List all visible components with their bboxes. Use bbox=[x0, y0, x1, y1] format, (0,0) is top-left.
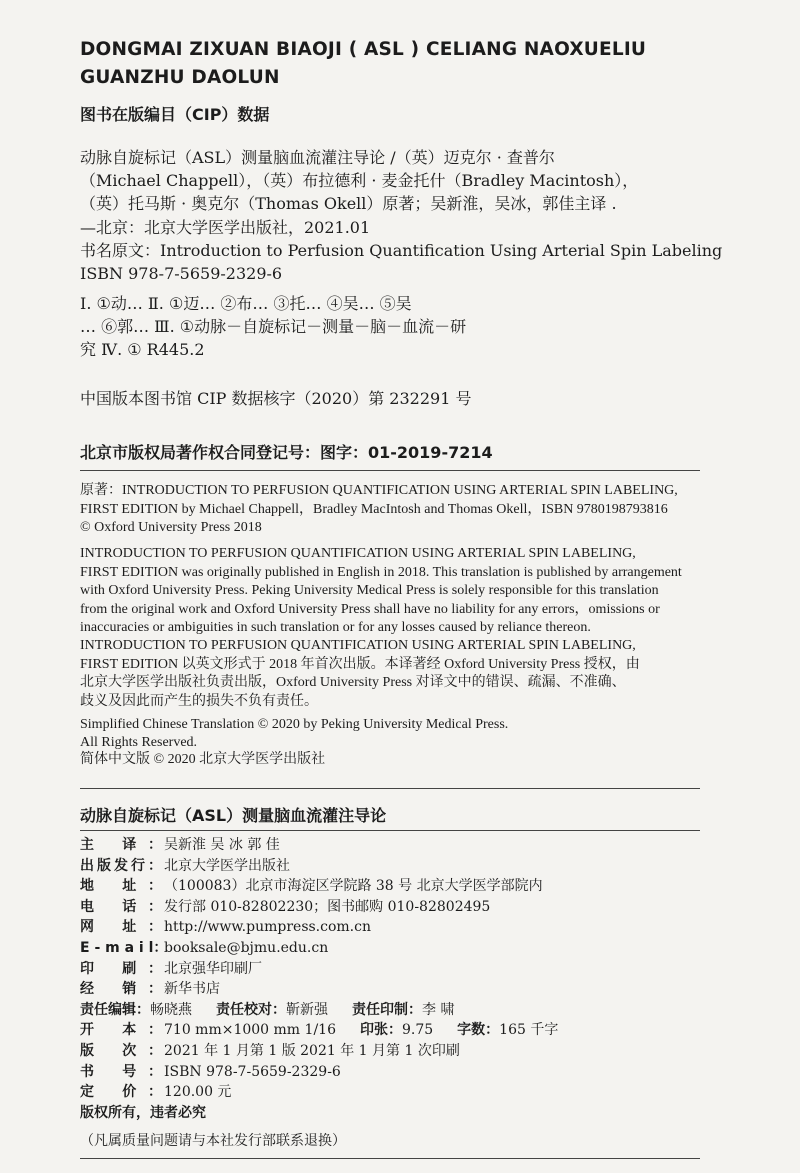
english-notice-line: inaccuracies or ambiguities in such translation or for any losses caused by reliance thereon. bbox=[80, 620, 591, 635]
info-label: 责任校对： bbox=[216, 1001, 286, 1018]
cip-check-number: 中国版本图书馆 CIP 数据核字（2020）第 232291 号 bbox=[80, 389, 472, 408]
info-row-translator bbox=[80, 835, 760, 856]
info-label: 印张： bbox=[359, 1022, 402, 1039]
info-label: 主 译： bbox=[80, 837, 162, 853]
info-label: 网 址： bbox=[80, 919, 162, 936]
info-value: （100083）北京市海淀区学院路 38 号 北京大学医学部院内 bbox=[164, 878, 543, 895]
info-label: 开 本： bbox=[80, 1022, 162, 1039]
pinyin-title-line-1: DONGMAI ZIXUAN BIAOJI ( ASL ) CELIANG NAOXUELIU bbox=[80, 39, 647, 60]
quality-notice: （凡属质量问题请与本社发行部联系退换） bbox=[80, 1133, 346, 1149]
simplified-line: 简体中文版 © 2020 北京大学医学出版社 bbox=[80, 752, 326, 767]
pinyin-title-line-2: GUANZHU DAOLUN bbox=[80, 67, 280, 88]
original-edition-info bbox=[80, 482, 760, 538]
book-title: 动脉自旋标记（ASL）测量脑血流灌注导论 bbox=[80, 806, 387, 825]
cip-record bbox=[80, 146, 760, 285]
chinese-notice-line: 北京大学医学出版社负责出版，Oxford University Press 对译文中的错误、疏漏、不准确、 bbox=[80, 675, 626, 690]
cip-record-line: —北京：北京大学医学出版社，2021.01 bbox=[80, 217, 371, 237]
chinese-notice-line: FIRST EDITION 以英文形式于 2018 年首次出版。本译著经 Oxford University Press 授权，由 bbox=[80, 656, 640, 672]
original-edition-line: © Oxford University Press 2018 bbox=[80, 520, 262, 535]
rights-statement: 版权所有，违者必究 bbox=[80, 1104, 206, 1121]
cip-record-line: （英）托马斯 · 奥克尔（Thomas Okell）原著；吴新淮，吴冰，郭佳主译 . bbox=[80, 194, 617, 214]
info-label: 字数： bbox=[457, 1022, 500, 1039]
simplified-line: All Rights Reserved. bbox=[80, 734, 198, 750]
info-value: 新华书店 bbox=[164, 981, 220, 998]
info-value: 710 mm×1000 mm 1/16 bbox=[164, 1022, 336, 1039]
info-label: 版 次： bbox=[80, 1042, 162, 1059]
classification-line: 究 Ⅳ. ① R445.2 bbox=[80, 340, 205, 360]
info-label: 地 址： bbox=[80, 878, 162, 895]
info-row-rights bbox=[80, 1103, 760, 1124]
info-label: 出版发行： bbox=[80, 857, 162, 874]
info-row-edition bbox=[80, 1041, 760, 1062]
cip-record-line: 动脉自旋标记（ASL）测量脑血流灌注导论 /（英）迈克尔 · 查普尔 bbox=[80, 148, 555, 167]
publication-info bbox=[80, 835, 760, 1123]
classification-line: … ⑥郭… Ⅲ. ①动脉－自旋标记－测量－脑－血流－研 bbox=[80, 317, 467, 337]
info-value: 李 啸 bbox=[422, 1001, 455, 1018]
info-row-publisher bbox=[80, 856, 760, 877]
info-row-staff bbox=[80, 1000, 760, 1021]
info-label: 电 话： bbox=[80, 898, 162, 915]
info-row-isbn bbox=[80, 1062, 760, 1083]
cip-heading: 图书在版编目（CIP）数据 bbox=[80, 105, 270, 124]
info-row-printer bbox=[80, 959, 760, 980]
info-value: ISBN 978-7-5659-2329-6 bbox=[164, 1063, 341, 1080]
info-row-phone bbox=[80, 897, 760, 918]
info-row-website bbox=[80, 917, 760, 938]
chinese-notice-line: INTRODUCTION TO PERFUSION QUANTIFICATION USING ARTERIAL SPIN LABELING, bbox=[80, 638, 636, 653]
english-notice-line: with Oxford University Press. Peking University Medical Press is solely responsible for this translation bbox=[80, 583, 659, 598]
pinyin-title bbox=[80, 36, 780, 92]
divider bbox=[80, 1158, 700, 1159]
info-row-email bbox=[80, 938, 760, 959]
original-edition-line: FIRST EDITION by Michael Chappell，Bradley MacIntosh and Thomas Okell，ISBN 9780198793816 bbox=[80, 501, 668, 517]
copyright-registration: 北京市版权局著作权合同登记号：图字：01-2019-7214 bbox=[80, 443, 493, 462]
info-label: 定 价： bbox=[80, 1084, 162, 1101]
cip-classification bbox=[80, 292, 760, 362]
simplified-translation-notice bbox=[80, 716, 760, 769]
info-label: E - m a i l： bbox=[80, 939, 168, 956]
info-value: 北京强华印刷厂 bbox=[164, 960, 262, 977]
info-value: 9.75 bbox=[401, 1022, 434, 1039]
info-value: 120.00 元 bbox=[164, 1084, 232, 1101]
info-value: http://www.pumpress.com.cn bbox=[164, 919, 371, 936]
english-notice-line: INTRODUCTION TO PERFUSION QUANTIFICATION USING ARTERIAL SPIN LABELING, bbox=[80, 546, 636, 561]
info-value: 北京大学医学出版社 bbox=[164, 857, 290, 874]
info-label: 印 刷： bbox=[80, 960, 162, 977]
info-label: 责任编辑： bbox=[80, 1001, 150, 1018]
classification-line: Ⅰ. ①动… Ⅱ. ①迈… ②布… ③托… ④吴… ⑤吴 bbox=[80, 294, 412, 313]
original-edition-line: 原著：INTRODUCTION TO PERFUSION QUANTIFICATION USING ARTERIAL SPIN LABELING, bbox=[80, 483, 678, 498]
english-notice-line: from the original work and Oxford University Press shall have no liability for any errors，omissions or bbox=[80, 601, 660, 617]
info-value: 吴新淮 吴 冰 郭 佳 bbox=[164, 837, 280, 853]
info-value: 165 千字 bbox=[499, 1022, 559, 1039]
chinese-notice-line: 歧义及因此而产生的损失不负有责任。 bbox=[80, 693, 318, 709]
info-row-address bbox=[80, 876, 760, 897]
simplified-line: Simplified Chinese Translation © 2020 by Peking University Medical Press. bbox=[80, 717, 509, 732]
info-row-format bbox=[80, 1020, 760, 1041]
english-rights-notice bbox=[80, 545, 760, 638]
info-label: 书 号： bbox=[80, 1063, 162, 1080]
english-notice-line: FIRST EDITION was originally published in English in 2018. This translation is published by arrangement bbox=[80, 564, 682, 580]
info-value: booksale@bjmu.edu.cn bbox=[164, 939, 329, 956]
chinese-rights-notice bbox=[80, 637, 760, 711]
original-title-line: 书名原文：Introduction to Perfusion Quantification Using Arterial Spin Labeling bbox=[80, 240, 723, 260]
cip-record-line: （Michael Chappell），（英）布拉德利 · 麦金托什（Bradley Macintosh）， bbox=[80, 171, 639, 191]
info-value: 2021 年 1 月第 1 版 2021 年 1 月第 1 次印刷 bbox=[164, 1042, 460, 1059]
info-value: 畅晓燕 bbox=[150, 1001, 192, 1018]
info-label: 经 销： bbox=[80, 981, 162, 998]
divider bbox=[80, 830, 700, 831]
info-row-distributor bbox=[80, 979, 760, 1000]
info-value: 靳新强 bbox=[286, 1001, 328, 1018]
divider bbox=[80, 788, 700, 789]
divider bbox=[80, 470, 700, 471]
info-row-price bbox=[80, 1082, 760, 1103]
cip-isbn-line: ISBN 978-7-5659-2329-6 bbox=[80, 264, 283, 284]
info-label: 责任印制： bbox=[352, 1001, 422, 1018]
info-value: 发行部 010-82802230；图书邮购 010-82802495 bbox=[164, 898, 491, 915]
